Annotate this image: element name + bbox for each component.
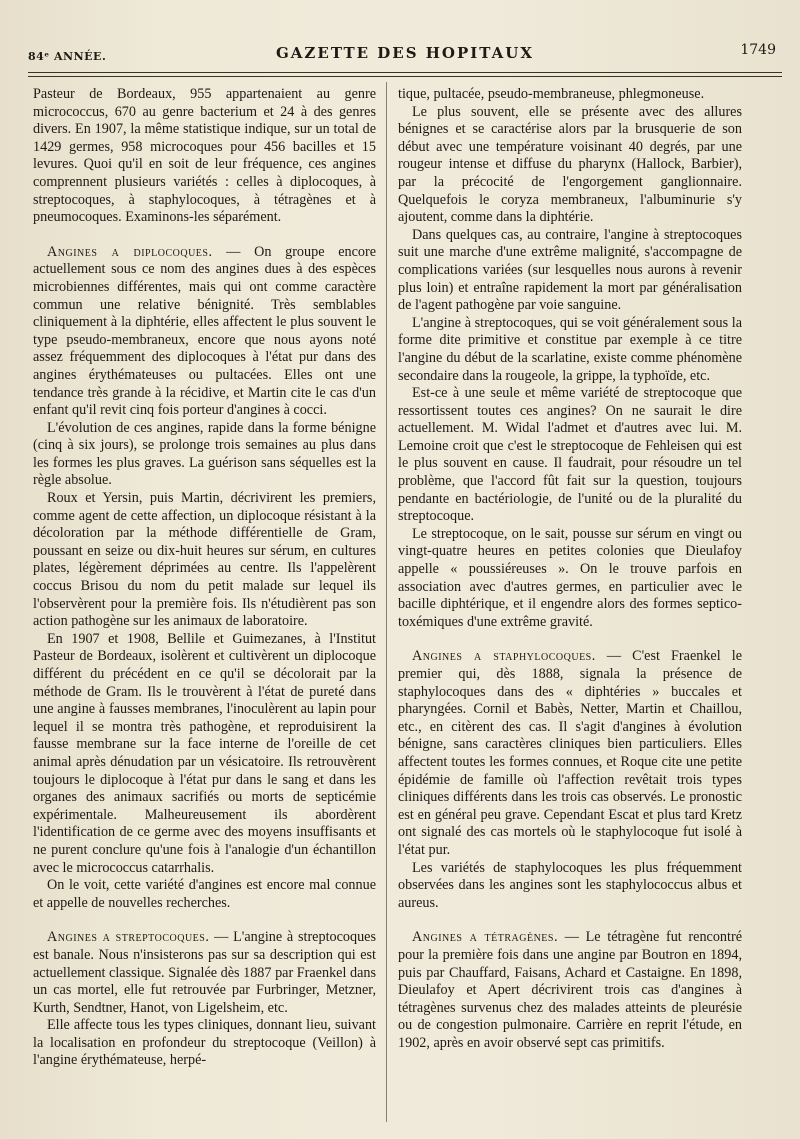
column-divider <box>386 82 387 1122</box>
header-rule-top <box>28 72 782 73</box>
left-column <box>33 86 376 1070</box>
section-heading: Angines a diplocoques. <box>47 243 213 260</box>
paragraph <box>398 860 742 913</box>
paragraph <box>398 526 742 632</box>
paragraph-text: L'évolution de ces angines, rapide dans la forme bénigne (cinq à six jours), se prolonge trois semaines au plus dans les formes les plus graves. La guérison sans séquelles est la règle absolue. <box>33 419 376 489</box>
paragraph-text: Roux et Yersin, puis Martin, décrivirent les premiers, comme agent de cette affection, un diplocoque résistant à la décoloration par la méthode différentielle de Gram, poussant en seize ou dix-huit heures sur sérum, en cultures plates, légèrement déprimées au centre. Ils l'appelèrent coccus Brisou du nom du petit malade sur lequel ils l'observèrent pour la première fois. Ils n'étudièrent pas son action pathogène sur les animaux de laboratoire. <box>33 490 376 630</box>
volume-year: 84ᵉ ANNÉE. <box>28 50 107 63</box>
paragraph <box>398 104 742 227</box>
paragraph-text: tique, pultacée, pseudo-membraneuse, phlegmoneuse. <box>398 86 705 102</box>
paragraph-text: L'angine à streptocoques, qui se voit généralement sous la forme dite primitive et constitue par exemple à ce titre l'angine du début de la scarlatine, existe comme phénomène secondaire dans la rougeole, la grippe, la typhoïde, etc. <box>398 314 742 384</box>
paragraph <box>33 420 376 490</box>
paragraph-text: Pasteur de Bordeaux, 955 appartenaient au genre micrococcus, 670 au genre bacterium et 24 à des genres divers. En 1907, la même statistique indique, sur un total de 1429 germes, 958 microcoques pour 456 bacilles et 15 levures. Quoi qu'il en soit de leur fréquence, ces angines comprennent plusieurs variétés : celles à diplocoques, à streptocoques, à staphylocoques, à tétragènes et à pneumocoques. Examinons-les séparément. <box>33 86 376 226</box>
paragraph <box>33 244 376 420</box>
paragraph-text: Dans quelques cas, au contraire, l'angine à streptocoques suit une marche d'une extrême malignité, s'accompagne de complications variées (sur lesquelles nous aurons à revenir plus loin) et entraîne rapidement la mort par généralisation de l'agent pathogène par voie sanguine. <box>398 226 742 314</box>
paragraph-text: — L'angine à streptocoques est banale. Nous n'insisterons pas sur sa description qui est actuellement classique. Signalée dès 1887 par Fraenkel dans un cas mortel, elle fut retrouvée par Furbringer, Metzner, Kurth, Sendtner, Hanot, von Ligelsheim, etc. <box>33 929 376 1016</box>
paragraph-text: Les variétés de staphylocoques les plus fréquemment observées dans les angines sont les staphylococcus albus et aureus. <box>398 859 742 911</box>
header-rule-bottom <box>28 76 782 77</box>
page-number: 1749 <box>740 42 776 58</box>
paragraph <box>398 385 742 526</box>
paragraph <box>33 86 376 227</box>
paragraph-text: Est-ce à une seule et même variété de streptocoque que ressortissent toutes ces angines? On ne saurait le dire actuellement. M. Widal l'admet et d'autres avec lui. M. Lemoine croit que c'est le streptocoque de Fehleisen qui est le plus souvent en cause. Il faudrait, pour résoudre un tel problème, que l'accord fût fait sur la question, toujours pendante en bactériologie, de l'unité ou de la pluralité du streptocoque. <box>398 385 742 525</box>
paragraph <box>398 929 742 1052</box>
paragraph-text: Elle affecte tous les types cliniques, donnant lieu, suivant la localisation en profondeur du streptocoque (Veillon) à l'angine érythémateuse, herpé- <box>33 1017 376 1069</box>
journal-title: GAZETTE DES HOPITAUX <box>275 44 534 62</box>
paragraph-text: — Le tétragène fut rencontré pour la première fois dans une angine par Boutron en 1894, puis par Chauffard, Faisans, Achard et Castaigne. En 1898, Dieulafoy et Apert décrivirent trois cas d'angines à tétragènes survenus chez des malades atteints de pleurésie ou de congestion pulmonaire. Carrière en reprit l'étude, en 1902, après en avoir observé sept cas primitifs. <box>398 929 742 1051</box>
section-heading: Angines a streptocoques. <box>47 929 210 946</box>
paragraph <box>33 877 376 912</box>
paragraph <box>398 315 742 385</box>
paragraph <box>398 648 742 859</box>
right-column <box>398 86 742 1052</box>
paragraph-text: Le plus souvent, elle se présente avec des allures bénignes et se caractérise alors par la brusquerie de son début avec une température voisinant 40 degrés, par une rougeur intense et diffuse du pharynx (Hallock, Barbier), par la précocité de l'engorgement ganglionnaire. Quelquefois le coryza membraneux, l'albuminurie s'y ajoutent, comme dans la diphtérie. <box>398 103 742 226</box>
paragraph-text: On le voit, cette variété d'angines est encore mal connue et appelle de nouvelles recherches. <box>33 877 376 911</box>
paragraph <box>398 86 742 104</box>
paragraph-text: En 1907 et 1908, Bellile et Guimezanes, à l'Institut Pasteur de Bordeaux, isolèrent et cultivèrent un diplocoque différent du précédent en ce qu'il se décolorait par la méthode de Gram. Ils le trouvèrent à l'état de pureté dans une angine à fausses membranes, l'inoculèrent au lapin pour lequel il se montra très pathogène, et reproduisirent la fausse membrane sur la face interne de l'oreille de cet animal après dénudation par un vésicatoire. Ils retrouvèrent toujours le diplocoque à l'état pur dans le sang et dans les organes des animaux sacrifiés ou morts de septicémie expérimentale. Malheureusement ils abordèrent l'identification de ce germe avec des moyens insuffisants et ne purent conclure qu'une fois à l'analogie d'un échantillon avec le micrococcus catarrhalis. <box>33 630 376 876</box>
section-heading: Angines a staphylocoques. <box>412 648 596 665</box>
paragraph <box>33 1017 376 1070</box>
section-heading: Angines a tétragènes. <box>412 929 559 946</box>
paragraph <box>33 631 376 877</box>
paragraph <box>33 929 376 1017</box>
paragraph <box>398 227 742 315</box>
paragraph-text: Le streptocoque, on le sait, pousse sur sérum en vingt ou vingt-quatre heures en petites colonies que Dieulafoy appelle « poussiéreuses ». On le trouve parfois en association avec d'autres germes, en particulier avec le bacille diphtérique, et il engendre alors des formes septico-toxémiques d'une extrême gravité. <box>398 525 742 630</box>
paragraph-text: — C'est Fraenkel le premier qui, dès 1888, signala la présence de staphylocoques dans des « diphtéries » buccales et pharyngées. Cornil et Babès, Netter, Martin et Chaillou, etc., en citèrent des cas. Il s'agit d'angines à évolution bénigne, sans caractères cliniques bien particuliers. Elles affectent toutes les formes connues, et Roque cite une petite épidémie de famille où l'affection revêtait trois types cliniques différents dans les trois cas observés. Le pronostic est en général peu grave. Cependant Escat et plus tard Kretz ont signalé des cas mortels où le staphylocoque fut isolé à l'état pur. <box>398 648 742 858</box>
paragraph-text: — On groupe encore actuellement sous ce nom des angines dues à des espèces microbiennes différentes, mais qui ont comme caractère commun une relative bénignité. Très semblables cliniquement à la diphtérie, elles affectent le plus souvent le type pseudo-membraneux, encore que nous ayons noté assez fréquemment des diplocoques à l'état pur dans des angines érythémateuses ou pultacées. Elles ont une tendance très grande à la récidive, et Martin cite le cas d'un enfant qu'il revit cinq fois porteur d'angines à cocci. <box>33 243 376 419</box>
paragraph <box>33 490 376 631</box>
page-header <box>28 40 782 70</box>
